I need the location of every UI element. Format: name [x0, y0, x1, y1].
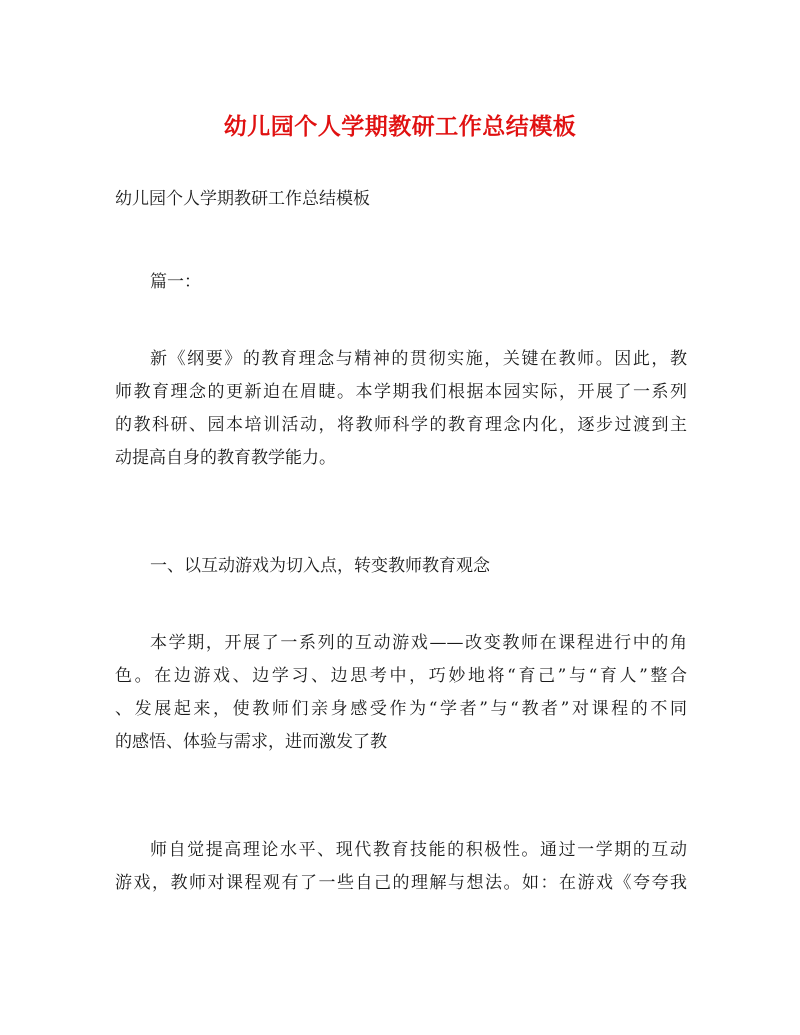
paragraph-line: 的教科研、园本培训活动，将教师科学的教育理念内化，逐步过渡到主: [115, 415, 687, 435]
paragraph-line: 本学期，开展了一系列的互动游戏——改变教师在课程进行中的角: [150, 633, 687, 653]
paragraph-line: 师教育理念的更新迫在眉睫。本学期我们根据本园实际，开展了一系列: [115, 382, 687, 402]
paragraph-line: 游戏，教师对课程观有了一些自己的理解与想法。如：在游戏《夸夸我: [115, 873, 687, 893]
section-heading: 一、以互动游戏为切入点，转变教师教育观念: [150, 556, 490, 576]
paragraph-games: [115, 627, 687, 759]
paragraph-line: 新《纲要》的教育理念与精神的贯彻实施，关键在教师。因此，教: [150, 349, 687, 369]
document-title: 幼儿园个人学期教研工作总结模板: [223, 113, 577, 140]
paragraph-continuation: [115, 834, 687, 900]
paragraph-line: 动提高自身的教育教学能力。: [115, 448, 336, 468]
section-label: 篇一：: [150, 272, 201, 292]
paragraph-line: 、发展起来，使教师们亲身感受作为“学者”与“教者”对课程的不同: [115, 699, 687, 719]
paragraph-line: 的感悟、体验与需求，进而激发了教: [115, 732, 387, 752]
paragraph-line: 色。在边游戏、边学习、边思考中，巧妙地将“育己”与“育人”整合: [115, 666, 687, 686]
paragraph-line: 师自觉提高理论水平、现代教育技能的积极性。通过一学期的互动: [150, 840, 687, 860]
paragraph-intro: [115, 343, 687, 475]
document-subtitle: 幼儿园个人学期教研工作总结模板: [115, 189, 370, 209]
